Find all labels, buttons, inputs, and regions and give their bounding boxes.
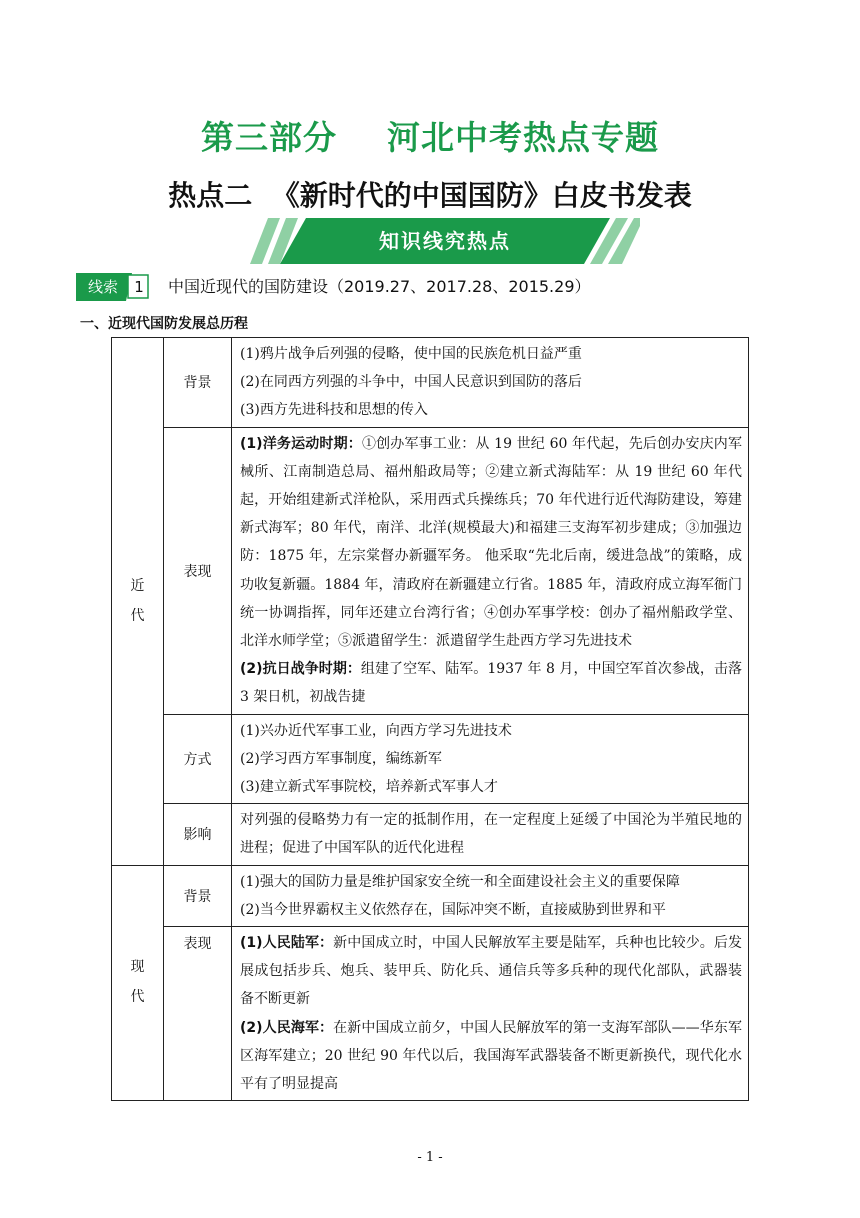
category-label: 背景 [183, 375, 212, 392]
clue-number: 1 [134, 278, 144, 296]
paragraph-body: 新中国成立时，中国人民解放军主要是陆军，兵种也比较少。后发展成包括步兵、炮兵、装甲兵、防化兵、通信兵等多兵种的现代化部队，武器装备不断更新 [240, 935, 742, 1008]
paragraph [240, 430, 742, 656]
paragraph-body: 组建了空军、陆军。1937 年 8 月，中国空军首次参战，击落 3 架日机，初战告捷 [240, 661, 742, 706]
era-contemporary-cell [112, 865, 164, 1101]
content-cell [232, 427, 749, 714]
clue-title: 中国近现代的国防建设（2019.27、2017.28、2015.29） [168, 277, 591, 296]
era-contemporary-label: 现代 [130, 959, 145, 1006]
defense-history-table [111, 337, 749, 1101]
content-cell [232, 804, 749, 865]
paragraph [240, 655, 742, 711]
content-cell [232, 865, 749, 926]
paragraph-heading: (2)人民海军： [240, 1019, 334, 1036]
table-row [112, 927, 749, 1101]
content-cell [232, 927, 749, 1101]
paragraph-heading: (1)洋务运动时期： [240, 435, 362, 452]
category-cell [164, 927, 232, 1101]
category-cell [164, 714, 232, 804]
list-item: (1)兴办近代军事工业，向西方学习先进技术 [240, 722, 512, 739]
paragraph [240, 1014, 742, 1099]
category-cell [164, 804, 232, 865]
category-label: 影响 [183, 827, 212, 844]
list-item: (1)鸦片战争后列强的侵略，使中国的民族危机日益严重 [240, 346, 582, 362]
era-modern-cell [112, 338, 164, 866]
category-cell [164, 865, 232, 926]
list-item: (2)学习西方军事制度，编练新军 [240, 750, 442, 767]
page-number: - 1 - [417, 1150, 443, 1165]
list-item: (2)在同西方列强的斗争中，中国人民意识到国防的落后 [240, 374, 582, 391]
topic-title: 热点二 《新时代的中国国防》白皮书发表 [168, 179, 692, 212]
category-label: 表现 [183, 936, 212, 953]
era-modern-label: 近代 [130, 577, 145, 624]
list-item: (3)西方先进科技和思想的传入 [240, 402, 428, 419]
table-row [112, 804, 749, 865]
paragraph [240, 929, 742, 1014]
section-title: 一、近现代国防发展总历程 [80, 316, 248, 332]
paragraph-heading: (1)人民陆军： [240, 935, 334, 952]
category-cell [164, 427, 232, 714]
clue-label: 线索 [87, 278, 118, 296]
paragraph-heading: (2)抗日战争时期： [240, 661, 361, 678]
category-cell [164, 338, 232, 428]
table-row [112, 865, 749, 926]
table-row [112, 338, 749, 428]
list-item: (1)强大的国防力量是维护国家安全统一和全面建设社会主义的重要保障 [240, 873, 680, 890]
paragraph: 对列强的侵略势力有一定的抵制作用，在一定程度上延缓了中国沦为半殖民地的进程；促进了中国军队的近代化进程 [240, 812, 742, 857]
list-item: (2)当今世界霸权主义依然存在，国际冲突不断，直接威胁到世界和平 [240, 901, 666, 918]
category-label: 方式 [183, 751, 212, 768]
content-cell [232, 338, 749, 428]
table-row [112, 427, 749, 714]
paragraph-body: 在新中国成立前夕，中国人民解放军的第一支海军部队——华东军区海军建立；20 世纪 90 年代以后，我国海军武器装备不断更新换代，现代化水平有了明显提高 [240, 1019, 742, 1093]
category-label: 表现 [183, 563, 212, 580]
part-title: 第三部分 河北中考热点专题 [201, 118, 659, 157]
paragraph-body: ①创办军事工业：从 19 世纪 60 年代起，先后创办安庆内军械所、江南制造总局、福州船政局等；②建立新式海陆军：从 19 世纪 60 年代起，开始组建新式洋枪队，采用西式兵操练兵；70 年代进行近代海防建设，筹建新式海军；80 年代，南洋、北洋(规模最大)和福建三支海军初步建成；③加强边防：1875 年，左宗棠督办新疆军务。 他采取“先北后南，缓进急战”的策略，成功收复新疆。1884 年，清政府在新疆建立行省。1885 年，清政府成立海军衙门统一协调指挥，同年还建立台湾行省；④创办军事学校：创办了福州船政学堂、北洋水师学堂；⑤派遣留学生：派遣留学生赴西方学习先进技术 [240, 435, 742, 650]
banner-text: 知识线究热点 [379, 229, 511, 253]
list-item: (3)建立新式军事院校，培养新式军事人才 [240, 779, 498, 796]
content-cell [232, 714, 749, 804]
category-label: 背景 [183, 888, 212, 905]
table-row [112, 714, 749, 804]
